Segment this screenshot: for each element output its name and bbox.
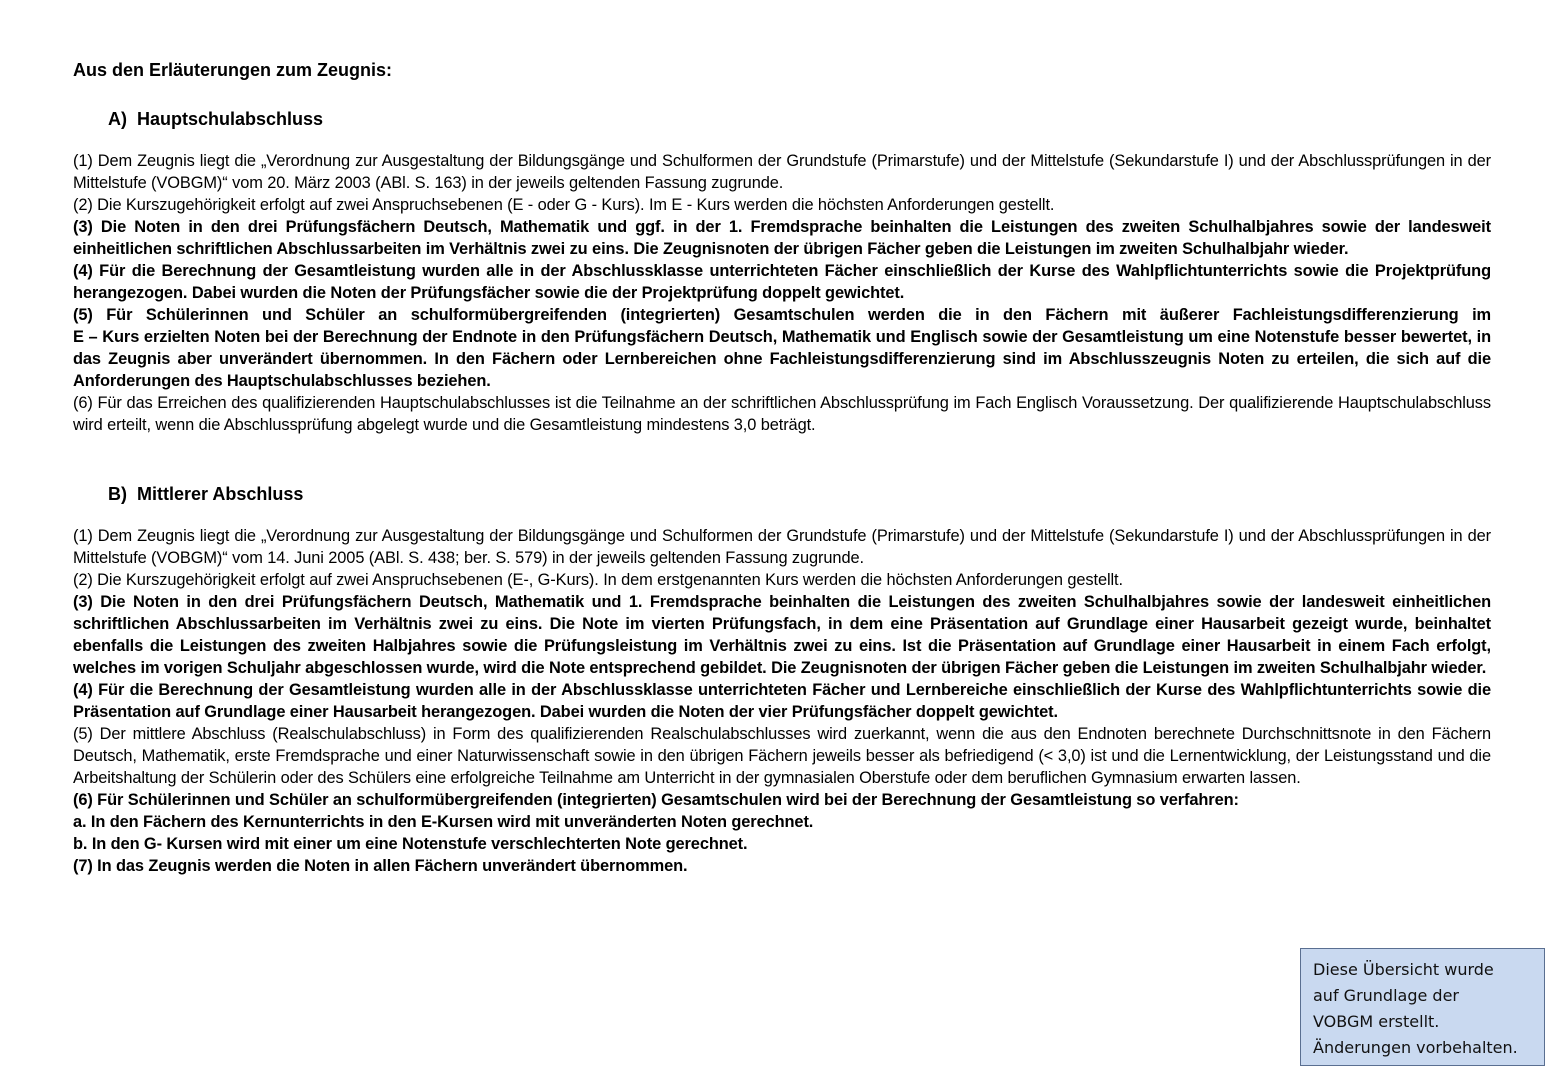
section-body-mittlerer-abschluss	[73, 525, 1491, 877]
paragraph-b2: (2) Die Kurszugehörigkeit erfolgt auf zwei Anspruchsebenen (E-, G-Kurs). In dem erstgenannten Kurs werden die höchsten Anforderungen gestellt.	[73, 571, 1123, 589]
paragraph-a1: (1) Dem Zeugnis liegt die „Verordnung zur Ausgestaltung der Bildungsgänge und Schulformen der Grundstufe (Primarstufe) und der Mittelstufe (Sekundarstufe I) und der Abschlussprüfungen in der Mittelstufe (VOBGM)“ vom 20. März 2003 (ABl. S. 163) in der jeweils geltenden Fassung zugrunde.	[73, 152, 1491, 192]
section-heading-b	[108, 482, 1491, 506]
section-title-b: Mittlerer Abschluss	[137, 484, 304, 504]
paragraph-b3: (3) Die Noten in den drei Prüfungsfächern Deutsch, Mathematik und 1. Fremdsprache beinhalten die Leistungen des zweiten Schulhalbjahres sowie der landesweit einheitlichen schriftlichen Abschlussarbeiten im Verhältnis zwei zu eins. Die Note im vierten Prüfungsfach, in dem eine Präsentation auf Grundlage einer Hausarbeit gezeigt wurde, beinhaltet ebenfalls die Leistungen des zweiten Halbjahres sowie die Prüfungsleistung im Verhältnis zwei zu eins. Ist die Präsentation auf Grundlage einer Hausarbeit in einem Fach erfolgt, welches im vorigen Schuljahr abgeschlossen wurde, wird die Note entsprechend gebildet. Die Zeugnisnoten der übrigen Fächer geben die Leistungen im zweiten Schulhalbjahr wieder.	[73, 593, 1491, 677]
disclaimer-note-box	[1300, 948, 1545, 1066]
paragraph-a6: (6) Für das Erreichen des qualifizierenden Hauptschulabschlusses ist die Teilnahme an der schriftlichen Abschlussprüfung im Fach Englisch Voraussetzung. Der qualifizierende Hauptschulabschluss wird erteilt, wenn die Abschlussprüfung abgelegt wurde und die Gesamtleistung mindestens 3,0 beträgt.	[73, 394, 1491, 434]
paragraph-b6b: b. In den G- Kursen wird mit einer um eine Notenstufe verschlechterten Note gerechnet.	[73, 835, 748, 853]
paragraph-a2: (2) Die Kurszugehörigkeit erfolgt auf zwei Anspruchsebenen (E - oder G - Kurs). Im E - Kurs werden die höchsten Anforderungen gestellt.	[73, 196, 1055, 214]
paragraph-a5-part1: (5) Für Schülerinnen und Schüler an schulformübergreifenden (integrierten) Gesamtschulen werden die in den Fächern mit äußerer Fachleistungsdifferenzierung im	[73, 306, 1491, 324]
paragraph-a3: (3) Die Noten in den drei Prüfungsfächern Deutsch, Mathematik und ggf. in der 1. Fremdsprache beinhalten die Leistungen des zweiten Schulhalbjahres sowie der landesweit einheitlichen schriftlichen Abschlussarbeiten im Verhältnis zwei zu eins. Die Zeugnisnoten der übrigen Fächer geben die Leistungen im zweiten Schulhalbjahr wieder.	[73, 218, 1491, 258]
section-title-a: Hauptschulabschluss	[137, 109, 324, 129]
paragraph-b6a: a. In den Fächern des Kernunterrichts in den E-Kursen wird mit unveränderten Noten gerechnet.	[73, 813, 814, 831]
note-line: VOBGM erstellt.	[1313, 1012, 1440, 1031]
note-line: Diese Übersicht wurde	[1313, 960, 1494, 979]
section-letter-a: A)	[108, 109, 127, 129]
document-page	[73, 58, 1491, 877]
paragraph-b4: (4) Für die Berechnung der Gesamtleistung wurden alle in der Abschlussklasse unterrichteten Fächer und Lernbereiche einschließlich der Kurse des Wahlpflichtunterrichts sowie die Präsentation auf Grundlage einer Hausarbeit herangezogen. Dabei wurden die Noten der vier Prüfungsfächer doppelt gewichtet.	[73, 681, 1491, 721]
paragraph-b1: (1) Dem Zeugnis liegt die „Verordnung zur Ausgestaltung der Bildungsgänge und Schulformen der Grundstufe (Primarstufe) und der Mittelstufe (Sekundarstufe I) und der Abschlussprüfungen in der Mittelstufe (VOBGM)“ vom 14. Juni 2005 (ABl. S. 438; ber. S. 579) in der jeweils geltenden Fassung zugrunde.	[73, 527, 1491, 567]
paragraph-b7: (7) In das Zeugnis werden die Noten in allen Fächern unverändert übernommen.	[73, 857, 688, 875]
section-letter-b: B)	[108, 484, 127, 504]
note-line: Änderungen vorbehalten.	[1313, 1038, 1518, 1057]
section-heading-a	[108, 107, 1491, 131]
paragraph-b6: (6) Für Schülerinnen und Schüler an schulformübergreifenden (integrierten) Gesamtschulen wird bei der Berechnung der Gesamtleistung so verfahren:	[73, 791, 1239, 809]
paragraph-a4: (4) Für die Berechnung der Gesamtleistung wurden alle in der Abschlussklasse unterrichteten Fächer einschließlich der Kurse des Wahlpflichtunterrichts sowie die Projektprüfung herangezogen. Dabei wurden die Noten der Prüfungsfächer sowie die der Projektprüfung doppelt gewichtet.	[73, 262, 1491, 302]
paragraph-a5-part2: E – Kurs erzielten Noten bei der Berechnung der Endnote in den Prüfungsfächern Deutsch, Mathematik und Englisch sowie der Gesamtleistung um eine Notenstufe besser bewertet, in das Zeugnis aber unverändert übernommen. In den Fächern oder Lernbereichen ohne Fachleistungsdifferenzierung sind im Abschlusszeugnis Noten zu erteilen, die sich auf die Anforderungen des Hauptschulabschlusses beziehen.	[73, 328, 1491, 390]
section-body-hauptschulabschluss	[73, 150, 1491, 436]
note-line: auf Grundlage der	[1313, 986, 1459, 1005]
document-title: Aus den Erläuterungen zum Zeugnis:	[73, 60, 393, 80]
paragraph-b5: (5) Der mittlere Abschluss (Realschulabschluss) in Form des qualifizierenden Realschulabschlusses wird zuerkannt, wenn die aus den Endnoten berechnete Durchschnittsnote in den Fächern Deutsch, Mathematik, erste Fremdsprache und einer Naturwissenschaft sowie in den übrigen Fächern jeweils besser als befriedigend (< 3,0) ist und die Lernentwicklung, der Leistungsstand und die Arbeitshaltung der Schülerin oder des Schülers eine erfolgreiche Teilnahme am Unterricht in der gymnasialen Oberstufe oder dem beruflichen Gymnasium erwarten lassen.	[73, 725, 1491, 787]
